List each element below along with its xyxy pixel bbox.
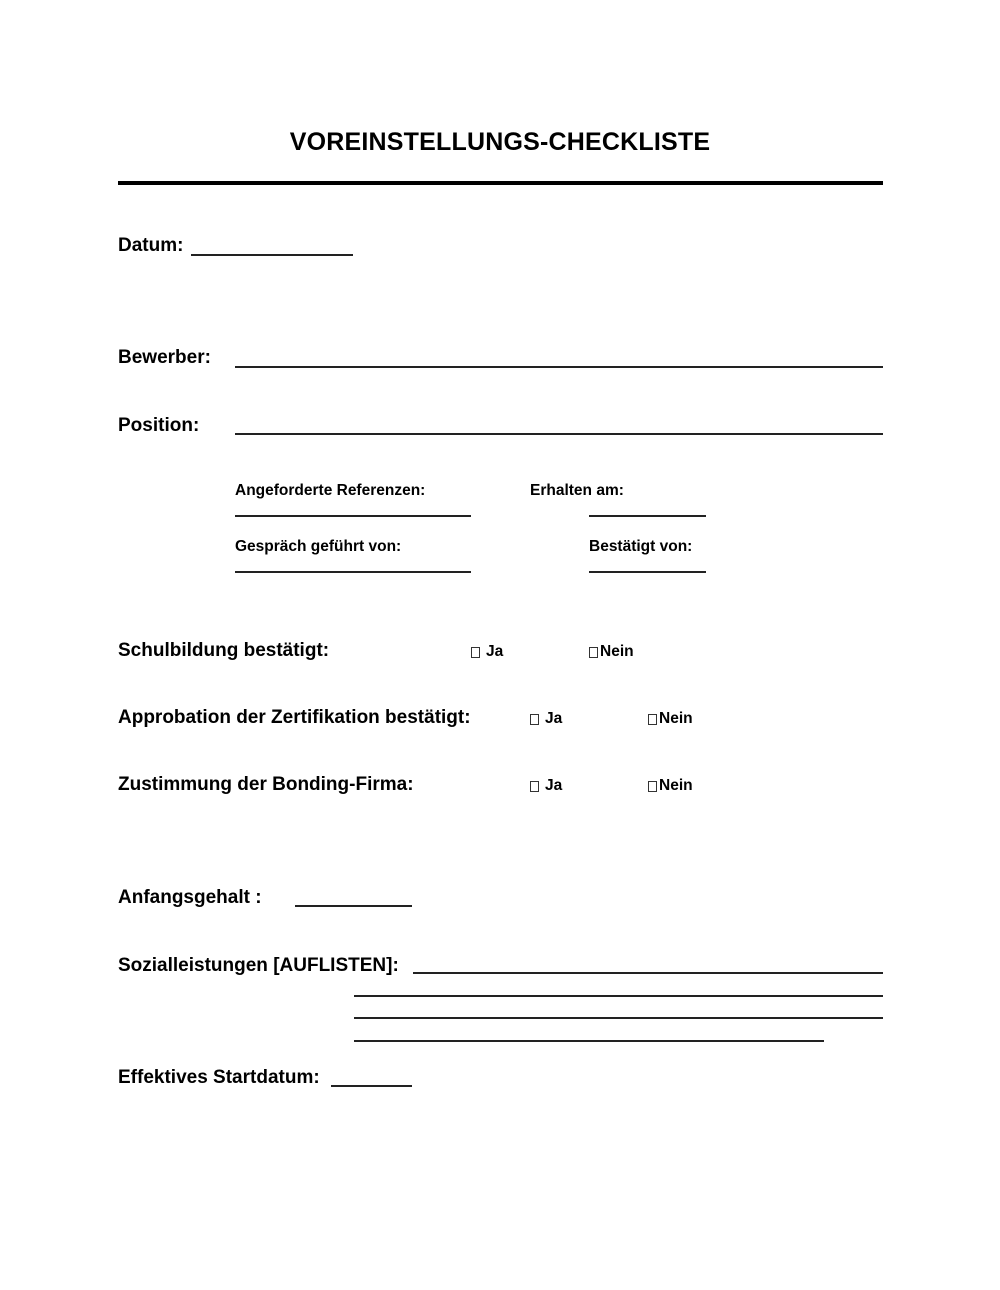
starting-salary-label: Anfangsgehalt : [118,887,262,908]
page-title: VOREINSTELLUNGS-CHECKLISTE [289,128,711,156]
yes-label: Ja [545,710,563,727]
confirmed-by-label: Bestätigt von: [589,538,693,555]
checkbox-icon [471,647,480,658]
start-date-label: Effektives Startdatum: [118,1067,320,1088]
position-field[interactable] [235,433,883,435]
education-no-checkbox[interactable] [589,643,634,661]
received-on-field[interactable] [589,515,706,517]
benefits-field-3[interactable] [354,1017,883,1019]
bonding-yes-checkbox[interactable] [530,777,562,795]
applicant-label: Bewerber: [118,347,211,368]
benefits-field-1[interactable] [413,972,883,974]
certification-yes-checkbox[interactable] [530,710,562,728]
title-divider [118,181,883,185]
start-date-field[interactable] [331,1085,412,1087]
requested-references-label: Angeforderte Referenzen: [235,482,426,499]
bonding-no-checkbox[interactable] [648,777,693,795]
checkbox-icon [648,714,657,725]
checkbox-icon [530,714,539,725]
interview-by-field[interactable] [235,571,471,573]
checkbox-icon [530,781,539,792]
no-label: Nein [600,643,634,660]
benefits-label: Sozialleistungen [AUFLISTEN]: [118,955,399,976]
benefits-field-4[interactable] [354,1040,824,1042]
interview-by-label: Gespräch geführt von: [235,538,402,555]
position-label: Position: [118,415,200,436]
benefits-field-2[interactable] [354,995,883,997]
no-label: Nein [659,710,693,727]
date-field[interactable] [191,254,353,256]
checkbox-icon [648,781,657,792]
education-yes-checkbox[interactable] [471,643,503,661]
confirmed-by-field[interactable] [589,571,706,573]
no-label: Nein [659,777,693,794]
yes-label: Ja [545,777,563,794]
received-on-label: Erhalten am: [530,482,624,499]
yes-label: Ja [486,643,504,660]
starting-salary-field[interactable] [295,905,412,907]
applicant-field[interactable] [235,366,883,368]
certification-no-checkbox[interactable] [648,710,693,728]
requested-references-field[interactable] [235,515,471,517]
checkbox-icon [589,647,598,658]
education-confirmed-label: Schulbildung bestätigt: [118,640,330,661]
date-label: Datum: [118,235,184,256]
certification-confirmed-label: Approbation der Zertifikation bestätigt: [118,707,471,728]
bonding-approval-label: Zustimmung der Bonding-Firma: [118,774,414,795]
